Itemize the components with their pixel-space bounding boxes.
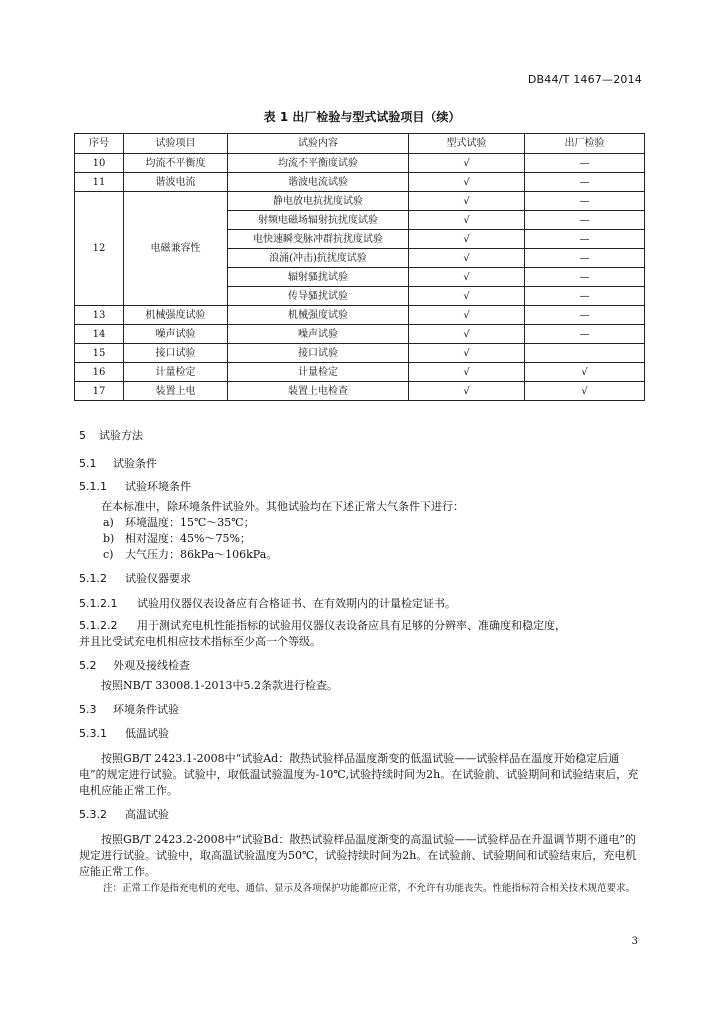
row-content: 浪涌(冲击)抗扰度试验 [228,249,409,268]
section-heading: 5 试验方法 [79,429,143,442]
row-factory-test: — [525,325,645,344]
document-body [79,422,645,896]
row-item: 装置上电 [124,382,228,401]
header-no: 序号 [75,134,124,154]
row-content: 机械强度试验 [228,306,409,325]
header-item: 试验项目 [124,134,228,154]
table-row [75,154,645,173]
row-no: 12 [75,192,124,306]
row-item: 接口试验 [124,344,228,363]
table-header-row [75,134,645,154]
row-factory-test [525,344,645,363]
row-factory-test: — [525,173,645,192]
list-item: a) 环境温度：15℃～35℃； [103,516,255,529]
clause-continued: 并且比受试充电机相应技术指标至少高一个等级。 [79,635,321,648]
clause: 5.1.2.2 用于测试充电机性能指标的试验用仪器仪表设备应具有足够的分辨率、准确度和稳定度， [79,619,566,632]
row-no: 17 [75,382,124,401]
clause: 5.1.2.1 试验用仪器仪表设备应有合格证书、在有效期内的计量检定证书。 [79,597,456,610]
paragraph: 按照GB/T 2423.1-2008中“试验Ad：散热试验样品温度渐变的低温试验——试验样品在温度开始稳定后通电”的规定进行试验。试验中，取低温试验温度为-10℃,试验持续时间为2h。在试验前、试验期间和试验结束后，充电机应能正常工作。 [79,752,639,797]
row-no: 14 [75,325,124,344]
table-row [75,192,645,211]
row-content: 电快速瞬变脉冲群抗扰度试验 [228,230,409,249]
section-heading: 5.3 环境条件试验 [79,703,179,716]
row-item: 电磁兼容性 [124,192,228,306]
table-row [75,382,645,401]
list-item: c) 大气压力：86kPa～106kPa。 [103,548,278,561]
row-content: 均流不平衡度试验 [228,154,409,173]
row-type-test: √ [409,211,525,230]
header-factory-test: 出厂检验 [525,134,645,154]
row-type-test: √ [409,382,525,401]
row-type-test: √ [409,154,525,173]
row-type-test: √ [409,192,525,211]
row-content: 谐波电流试验 [228,173,409,192]
row-no: 16 [75,363,124,382]
section-heading: 5.2 外观及接线检查 [79,659,190,672]
row-type-test: √ [409,230,525,249]
section-heading: 5.1.2 试验仪器要求 [79,572,191,585]
section-heading: 5.3.2 高温试验 [79,808,169,821]
test-items-table [74,133,645,401]
row-type-test: √ [409,363,525,382]
section-heading: 5.1 试验条件 [79,457,157,470]
table-row [75,306,645,325]
row-content: 计量检定 [228,363,409,382]
list-item: b) 相对湿度：45%～75%； [103,532,251,545]
row-item: 噪声试验 [124,325,228,344]
row-factory-test: — [525,249,645,268]
row-content: 装置上电检查 [228,382,409,401]
row-type-test: √ [409,325,525,344]
row-type-test: √ [409,249,525,268]
paragraph: 在本标准中，除环境条件试验外。其他试验均在下述正常大气条件下进行： [101,500,464,513]
table-row [75,325,645,344]
row-no: 11 [75,173,124,192]
row-factory-test: — [525,268,645,287]
row-content: 传导骚扰试验 [228,287,409,306]
row-content: 接口试验 [228,344,409,363]
row-factory-test: √ [525,363,645,382]
page-number: 3 [631,936,638,947]
row-factory-test: — [525,154,645,173]
note: 注：正常工作是指充电机的充电、通信、显示及各项保护功能都应正常，不允许有功能丧失。性能指标符合相关技术规范要求。 [103,883,636,894]
row-no: 15 [75,344,124,363]
row-type-test: √ [409,268,525,287]
row-no: 10 [75,154,124,173]
row-factory-test: √ [525,382,645,401]
row-item: 机械强度试验 [124,306,228,325]
row-type-test: √ [409,287,525,306]
row-type-test: √ [409,344,525,363]
table-title: 表 1 出厂检验与型式试验项目（续） [263,110,461,124]
table-row [75,173,645,192]
section-heading: 5.3.1 低温试验 [79,727,169,740]
row-factory-test: — [525,192,645,211]
condition-list [79,515,645,563]
row-factory-test: — [525,211,645,230]
row-type-test: √ [409,173,525,192]
row-item: 均流不平衡度 [124,154,228,173]
row-content: 噪声试验 [228,325,409,344]
table-row [75,344,645,363]
row-content: 射频电磁场辐射抗扰度试验 [228,211,409,230]
row-factory-test: — [525,230,645,249]
row-item: 计量检定 [124,363,228,382]
section-heading: 5.1.1 试验环境条件 [79,480,191,493]
row-type-test: √ [409,306,525,325]
row-factory-test: — [525,287,645,306]
row-content: 辐射骚扰试验 [228,268,409,287]
row-item: 谐波电流 [124,173,228,192]
row-no: 13 [75,306,124,325]
header-content: 试验内容 [228,134,409,154]
row-factory-test: — [525,306,645,325]
paragraph: 按照NB/T 33008.1-2013中5.2条款进行检查。 [101,679,338,692]
standard-code: DB44/T 1467—2014 [527,73,642,86]
table-row [75,363,645,382]
header-type-test: 型式试验 [409,134,525,154]
row-content: 静电放电抗扰度试验 [228,192,409,211]
paragraph: 按照GB/T 2423.2-2008中“试验Bd：散热试验样品温度渐变的高温试验——试验样品在升温调节期不通电”的规定进行试验。试验中，取高温试验温度为50℃，试验持续时间为2h。在试验前、试验期间和试验结束后，充电机应能正常工作。 [79,833,637,878]
